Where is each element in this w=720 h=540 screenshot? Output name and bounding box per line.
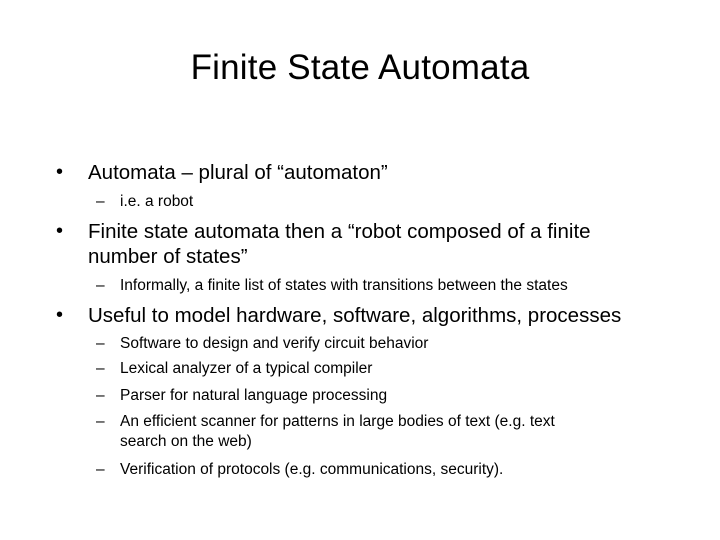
sub-bullet-text: Informally, a finite list of states with transitions between the states: [120, 277, 568, 294]
dash-marker: –: [96, 277, 105, 294]
bullet-marker: •: [56, 220, 64, 242]
bullet-text-line-1: Finite state automata then a “robot composed of a finite: [88, 220, 591, 243]
sub-bullet-parser: [96, 386, 680, 406]
bullet-text-line-2: number of states”: [88, 245, 248, 268]
sub-bullet-text: Verification of protocols (e.g. communications, security).: [120, 461, 504, 478]
dash-marker: –: [96, 360, 105, 377]
sub-bullet-robot: [96, 192, 680, 212]
dash-marker: –: [96, 335, 105, 352]
dash-marker: –: [96, 413, 105, 430]
dash-marker: –: [96, 387, 105, 404]
sub-bullet-verification: [96, 460, 680, 480]
sub-bullet-informally: [96, 276, 680, 296]
bullet-marker: •: [56, 161, 64, 183]
bullet-marker: •: [56, 304, 64, 326]
sub-bullet-text: Software to design and verify circuit behavior: [120, 335, 429, 352]
bullet-text: Useful to model hardware, software, algorithms, processes: [88, 304, 622, 327]
slide-title: Finite State Automata: [190, 48, 530, 87]
bullet-text: Automata – plural of “automaton”: [88, 161, 388, 184]
sub-bullet-circuit: [96, 334, 680, 354]
dash-marker: –: [96, 461, 105, 478]
sub-bullet-lexical: [96, 359, 680, 379]
sub-bullet-text: Parser for natural language processing: [120, 387, 388, 404]
sub-bullet-text-line-1: An efficient scanner for patterns in large bodies of text (e.g. text: [120, 413, 555, 430]
sub-bullet-text-line-2: search on the web): [120, 432, 252, 450]
dash-marker: –: [96, 193, 105, 210]
bullet-fsa-definition: [56, 219, 688, 269]
bullet-useful: [56, 303, 688, 328]
sub-bullet-text: i.e. a robot: [120, 193, 194, 210]
sub-bullet-scanner: [96, 412, 680, 451]
bullet-automata: [56, 160, 688, 185]
sub-bullet-text: Lexical analyzer of a typical compiler: [120, 360, 373, 377]
